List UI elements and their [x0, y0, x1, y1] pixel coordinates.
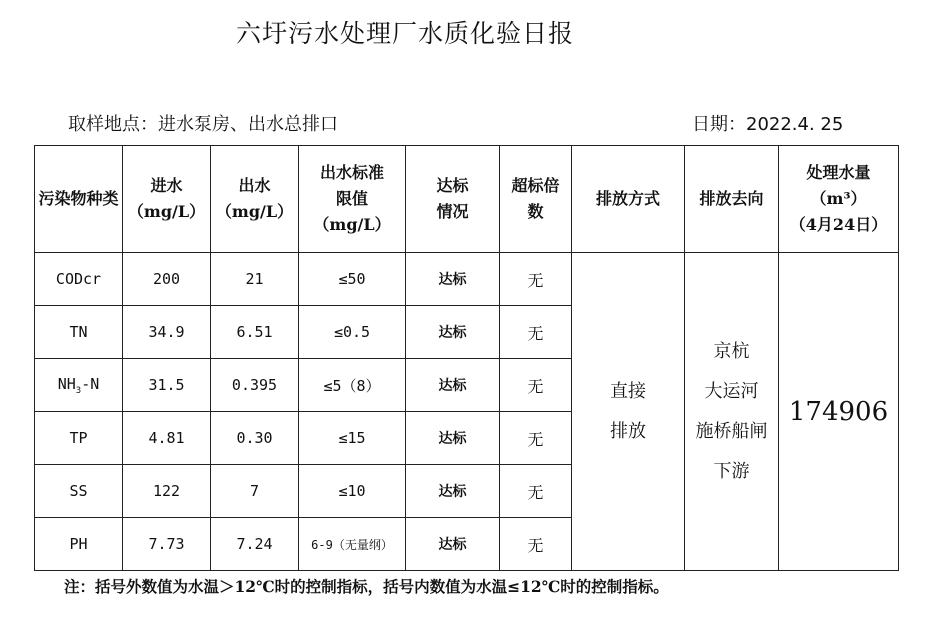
inflow-cell: 31.5 — [123, 359, 211, 412]
outflow-cell: 0.395 — [211, 359, 299, 412]
limit-cell: ≤50 — [299, 253, 406, 306]
status-cell: 达标 — [406, 465, 500, 518]
exceed-cell: 无 — [500, 465, 572, 518]
header-status: 达标 情况 — [406, 146, 500, 253]
report-date: 日期：2022.4. 25 — [692, 114, 844, 135]
limit-cell: 6-9（无量纲） — [299, 518, 406, 571]
limit-cell: ≤15 — [299, 412, 406, 465]
outflow-cell: 21 — [211, 253, 299, 306]
exceed-cell: 无 — [500, 412, 572, 465]
pollutant-cell: CODcr — [35, 253, 123, 306]
header-discharge-method: 排放方式 — [572, 146, 685, 253]
pollutant-cell: TP — [35, 412, 123, 465]
outflow-cell: 6.51 — [211, 306, 299, 359]
table-row — [35, 253, 899, 306]
inflow-cell: 200 — [123, 253, 211, 306]
header-discharge-direction: 排放去向 — [685, 146, 779, 253]
outflow-cell: 7.24 — [211, 518, 299, 571]
header-volume: 处理水量 （m³） （4月24日） — [779, 146, 899, 253]
status-cell: 达标 — [406, 306, 500, 359]
exceed-cell: 无 — [500, 306, 572, 359]
header-pollutant: 污染物种类 — [35, 146, 123, 253]
status-cell: 达标 — [406, 359, 500, 412]
inflow-cell: 4.81 — [123, 412, 211, 465]
status-cell: 达标 — [406, 412, 500, 465]
header-outflow: 出水 （mg/L） — [211, 146, 299, 253]
header-inflow: 进水 （mg/L） — [123, 146, 211, 253]
header-limit: 出水标准 限值 （mg/L） — [299, 146, 406, 253]
volume-cell: 174906 — [779, 253, 899, 571]
header-exceed: 超标倍 数 — [500, 146, 572, 253]
pollutant-cell: SS — [35, 465, 123, 518]
inflow-cell: 122 — [123, 465, 211, 518]
discharge-direction-cell: 京杭 大运河 施桥船闸 下游 — [685, 253, 779, 571]
exceed-cell: 无 — [500, 359, 572, 412]
inflow-cell: 34.9 — [123, 306, 211, 359]
inflow-cell: 7.73 — [123, 518, 211, 571]
water-quality-table — [34, 145, 899, 571]
limit-cell: ≤10 — [299, 465, 406, 518]
sampling-location: 取样地点：进水泵房、出水总排口 — [68, 114, 338, 135]
pollutant-cell: $NH_3-N$ — [35, 359, 123, 412]
pollutant-cell: PH — [35, 518, 123, 571]
limit-cell: ≤5（8） — [299, 359, 406, 412]
header-row — [35, 146, 899, 253]
exceed-cell: 无 — [500, 518, 572, 571]
exceed-cell: 无 — [500, 253, 572, 306]
status-cell: 达标 — [406, 518, 500, 571]
limit-cell: ≤0.5 — [299, 306, 406, 359]
report-title: 六圩污水处理厂水质化验日报 — [236, 19, 575, 48]
outflow-cell: 0.30 — [211, 412, 299, 465]
footnote: 注：括号外数值为水温＞12℃时的控制指标，括号内数值为水温≤12℃时的控制指标。 — [64, 577, 669, 596]
status-cell: 达标 — [406, 253, 500, 306]
discharge-method-cell: 直接 排放 — [572, 253, 685, 571]
outflow-cell: 7 — [211, 465, 299, 518]
pollutant-cell: TN — [35, 306, 123, 359]
